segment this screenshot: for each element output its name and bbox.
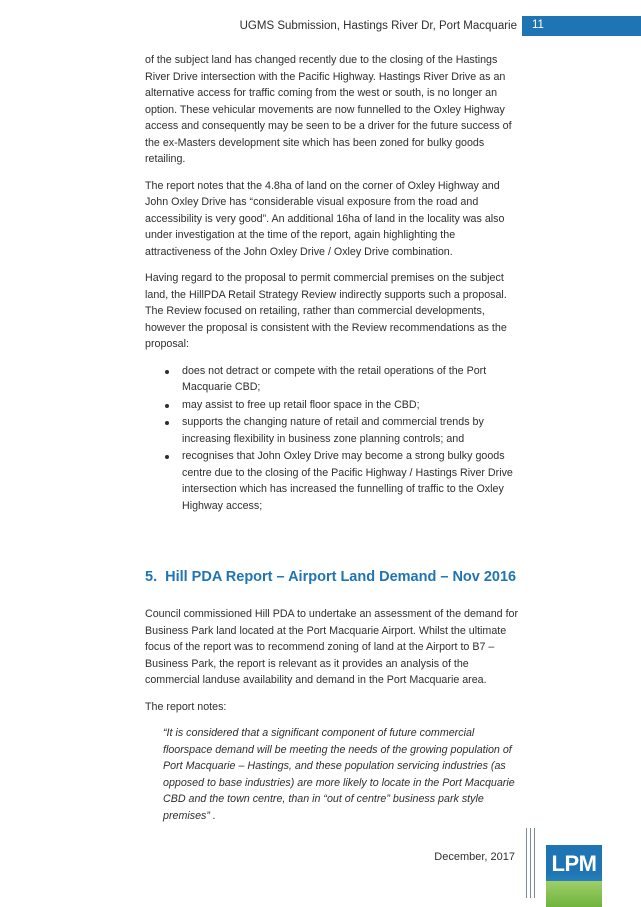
lpm-logo: [546, 845, 602, 907]
page-number: 11: [532, 19, 544, 31]
list-item: [145, 414, 520, 447]
section-title: Hill PDA Report – Airport Land Demand – Nov 2016: [165, 569, 517, 585]
bullet-icon: [165, 370, 169, 374]
list-item-text: does not detract or compete with the retail operations of the Port Macquarie CBD;: [182, 364, 487, 393]
paragraph: The report notes:: [145, 700, 227, 713]
paragraph: Council commissioned Hill PDA to undertake an assessment of the demand for Business Park land located at the Port Macquarie Airport. Whilst the ultimate focus of the report was to recommend zoning of land at the Airport to B7 – Business Park, the report is relevant as it provides an analysis of the commercial landuse availability and demand in the Port Macquarie area.: [145, 608, 519, 686]
footer-divider-lines: [526, 828, 540, 898]
paragraph: The report notes that the 4.8ha of land on the corner of Oxley Highway and John Oxley Drive has “considerable visual exposure from the road and accessibility is very good”. An additional 16ha of land in the locality was also under investigation at the time of the report, again highlighting the attractiveness of the John Oxley Drive / Oxley Drive combination.: [145, 179, 505, 258]
section-heading: [145, 568, 520, 586]
header-title: UGMS Submission, Hastings River Dr, Port Macquarie: [239, 20, 517, 32]
bullet-icon: [165, 404, 169, 408]
paragraph: of the subject land has changed recently due to the closing of the Hastings River Drive intersection with the Pacific Highway. Hastings River Drive as an alternative access for traffic coming from the west or south, is no longer an option. These vehicular movements are now funnelled to the Oxley Highway access and consequently may be seen to be a driver for the future success of the ex-Masters development site which has been zoned for bulky goods retailing.: [145, 54, 512, 165]
bullet-icon: [165, 455, 169, 459]
block-quote: “It is considered that a significant component of future commercial floorspace demand will be meeting the needs of the growing population of Port Macquarie – Hastings, and these population servicing industries (as opposed to base industries) are more likely to locate in the Port Macquarie CBD and the town centre, than in “out of centre” business park style premises” .: [163, 727, 515, 822]
paragraph: Having regard to the proposal to permit commercial premises on the subject land, the HillPDA Retail Strategy Review indirectly supports such a proposal. The Review focused on retailing, rather than commercial developments, however the proposal is consistent with the Review recommendations as the proposal:: [145, 272, 507, 350]
logo-green-band: [546, 881, 602, 907]
section-number: 5.: [145, 569, 158, 585]
page-number-badge: [522, 16, 641, 36]
list-item: [145, 363, 520, 396]
list-item-text: may assist to free up retail floor space in the CBD;: [182, 398, 420, 411]
list-item: [145, 448, 520, 514]
document-body: [145, 52, 520, 824]
logo-text: LPM: [551, 851, 597, 876]
list-item-text: supports the changing nature of retail and commercial trends by increasing flexibility in business zone planning controls; and: [182, 416, 484, 445]
bullet-icon: [165, 421, 169, 425]
list-item: [145, 397, 520, 414]
bullet-list: [145, 363, 520, 515]
footer-date: December, 2017: [434, 851, 515, 863]
list-item-text: recognises that John Oxley Drive may become a strong bulky goods centre due to the closing of the Pacific Highway / Hastings River Drive intersection which has increased the funnelling of traffic to the Oxley Highway access;: [182, 450, 513, 512]
